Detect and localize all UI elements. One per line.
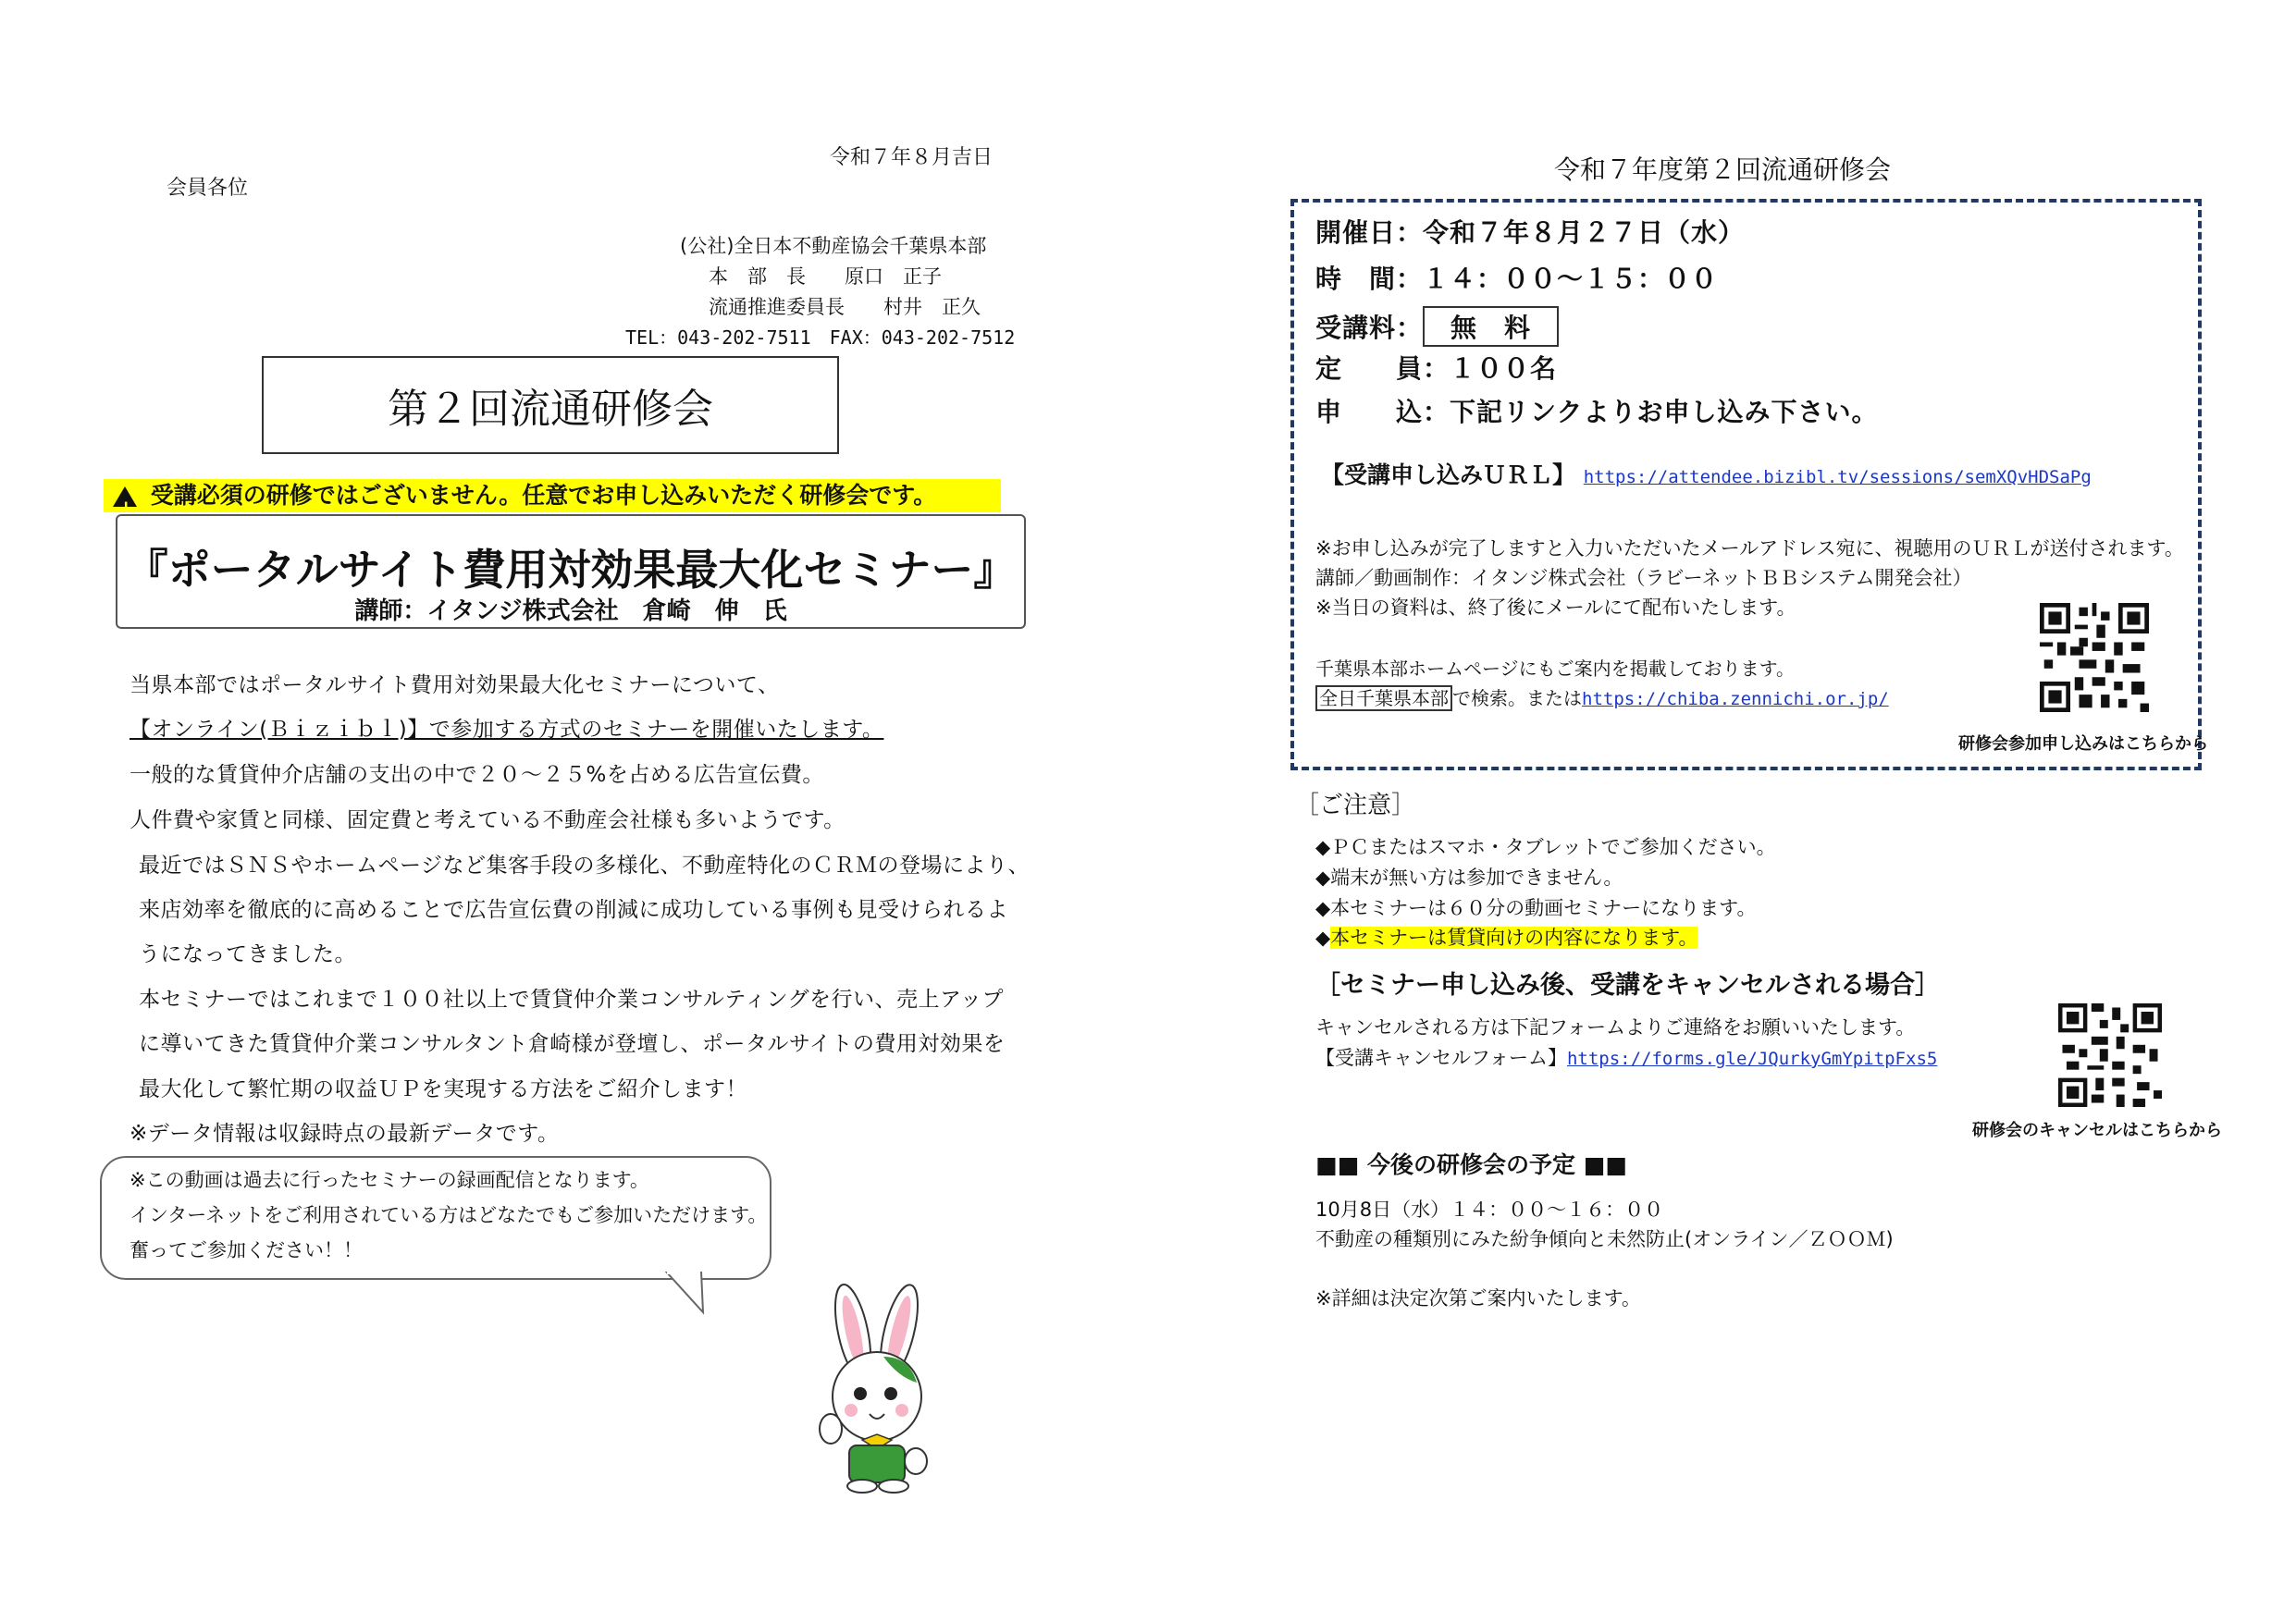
bubble-tail: [648, 1272, 722, 1318]
warning-icon: !: [113, 486, 137, 507]
search-keyword-box: 全日千葉県本部: [1315, 685, 1452, 711]
rabbit-mascot-icon: [796, 1281, 962, 1494]
body-line: 当県本部ではポータルサイト費用対効果最大化セミナーについて、: [130, 673, 780, 697]
sender-contact: TEL：043-202-7511 FAX：043-202-7512: [625, 326, 1016, 349]
seminar-title: 『ポータルサイト費用対効果最大化セミナー』: [125, 545, 1017, 595]
issue-date: 令和７年８月吉日: [830, 146, 994, 169]
event-apply: 申 込：下記リンクよりお申し込み下さい。: [1315, 397, 1879, 427]
fee-value: 無 料: [1423, 306, 1559, 347]
right-heading: 令和７年度第２回流通研修会: [1554, 154, 1892, 185]
caution-highlight-text: 本セミナーは賃貸向けの内容になります。: [1330, 927, 1698, 949]
apply-url-link[interactable]: https://attendee.bizibl.tv/sessions/semXQvHDSaPg: [1583, 467, 2092, 487]
event-capacity: 定 員：１００名: [1315, 353, 1558, 384]
bubble-line: ※この動画は過去に行ったセミナーの録画配信となります。: [130, 1169, 649, 1191]
cancel-qr-code-icon[interactable]: [2058, 1003, 2162, 1107]
cancel-heading: ［セミナー申し込み後、受講をキャンセルされる場合］: [1315, 971, 1940, 1000]
hp-note: 千葉県本部ホームページにもご案内を掲載しております。: [1315, 658, 1795, 680]
schedule-heading: ■■ 今後の研修会の予定 ■■: [1315, 1151, 1627, 1178]
sender-chief: 本 部 長 原口 正子: [709, 265, 942, 288]
recipient: 会員各位: [167, 177, 249, 200]
seminar-scroll-banner: [116, 514, 1026, 629]
caution-bullet: ◆: [1315, 927, 1331, 949]
event-date: 開催日：令和７年８月２７日（水）: [1315, 217, 1746, 248]
schedule-note: ※詳細は決定次第ご案内いたします。: [1315, 1287, 1641, 1309]
cancel-qr-caption: 研修会のキャンセルはこちらから: [1972, 1121, 2222, 1140]
caution-heading: ［ご注意］: [1295, 792, 1416, 819]
caution-item: ◆本セミナーは６０分の動画セミナーになります。: [1315, 897, 1757, 919]
body-line: ※データ情報は収録時点の最新データです。: [130, 1122, 560, 1146]
page-title: 第２回流通研修会: [262, 356, 839, 454]
body-line: 本セミナーではこれまで１００社以上で賃貸仲介業コンサルティングを行い、売上アップ: [139, 988, 1004, 1012]
hp-url-link[interactable]: https://chiba.zennichi.or.jp/: [1582, 689, 1889, 709]
apply-qr-code-icon[interactable]: [2040, 603, 2149, 712]
cancel-form-row: [1315, 1043, 1937, 1071]
body-line: うになってきました。: [139, 942, 356, 966]
sender-committee: 流通推進委員長 村井 正久: [709, 296, 981, 318]
lecturer: 講師：イタンジ株式会社 倉崎 伸 氏: [354, 597, 787, 625]
cancel-text: キャンセルされる方は下記フォームよりご連絡をお願いいたします。: [1315, 1016, 1916, 1039]
body-line: 一般的な賃貸仲介店舗の支出の中で２０～２５%を占める広告宣伝費。: [130, 763, 824, 787]
schedule-title: 不動産の種類別にみた紛争傾向と未然防止(オンライン／ＺＯＯＭ): [1315, 1228, 1894, 1250]
bubble-line: 奮ってご参加ください！！: [130, 1239, 363, 1261]
hp-search-row: [1315, 683, 1889, 710]
body-line: に導いてきた賃貸仲介業コンサルタント倉崎様が登壇し、ポータルサイトの費用対効果を: [139, 1032, 1006, 1056]
cancel-form-label: 【受講キャンセルフォーム】: [1315, 1047, 1567, 1069]
event-time: 時 間：１４：００～１５：００: [1315, 264, 1719, 294]
body-line: 来店効率を徹底的に高めることで広告宣伝費の削減に成功している事例も見受けられるよ: [139, 898, 1008, 922]
body-line: 最大化して繁忙期の収益ＵＰを実現する方法をご紹介します！: [139, 1077, 747, 1101]
body-line: 最近ではＳＮＳやホームページなど集客手段の多様化、不動産特化のＣＲＭの登場により、: [139, 854, 1031, 878]
apply-url-label: 【受講申し込みＵＲＬ】: [1321, 461, 1576, 488]
note-producer: 講師／動画制作：イタンジ株式会社（ラビーネットＢＢシステム開発会社）: [1315, 567, 1972, 589]
caution-item: ◆端末が無い方は参加できません。: [1315, 867, 1623, 889]
bubble-line: インターネットをご利用されている方はどなたでもご参加いただけます。: [130, 1204, 768, 1226]
caution-item: ◆ＰＣまたはスマホ・タブレットでご参加ください。: [1315, 836, 1776, 858]
speech-bubble: [100, 1156, 772, 1280]
cancel-form-link[interactable]: https://forms.gle/JQurkyGmYpitpFxs5: [1566, 1049, 1938, 1069]
warning-text: 受講必須の研修ではございません。任意でお申し込みいただく研修会です。: [150, 482, 937, 509]
note-email: ※お申し込みが完了しますと入力いただいたメールアドレス宛に、視聴用のＵＲＬが送付されます。: [1315, 537, 2184, 559]
event-fee: [1315, 306, 1559, 347]
warning-banner: [104, 479, 1001, 515]
schedule-date: 10月8日（水）１４：００～１６：００: [1315, 1199, 1664, 1221]
fee-label: 受講料：: [1315, 313, 1424, 343]
body-line: 【オンライン(Ｂｉｚｉｂｌ)】で参加する方式のセミナーを開催いたします。: [130, 718, 884, 742]
apply-qr-caption: 研修会参加申し込みはこちらから: [1958, 734, 2208, 754]
note-materials: ※当日の資料は、終了後にメールにて配布いたします。: [1315, 596, 1796, 619]
caution-item-highlighted: [1315, 923, 1697, 951]
sender-org: (公社)全日本不動産協会千葉県本部: [680, 235, 987, 257]
apply-url-row: [1321, 457, 2092, 490]
body-line: 人件費や家賃と同様、固定費と考えている不動産会社様も多いようです。: [130, 808, 846, 832]
search-text: で検索。または: [1452, 687, 1582, 709]
